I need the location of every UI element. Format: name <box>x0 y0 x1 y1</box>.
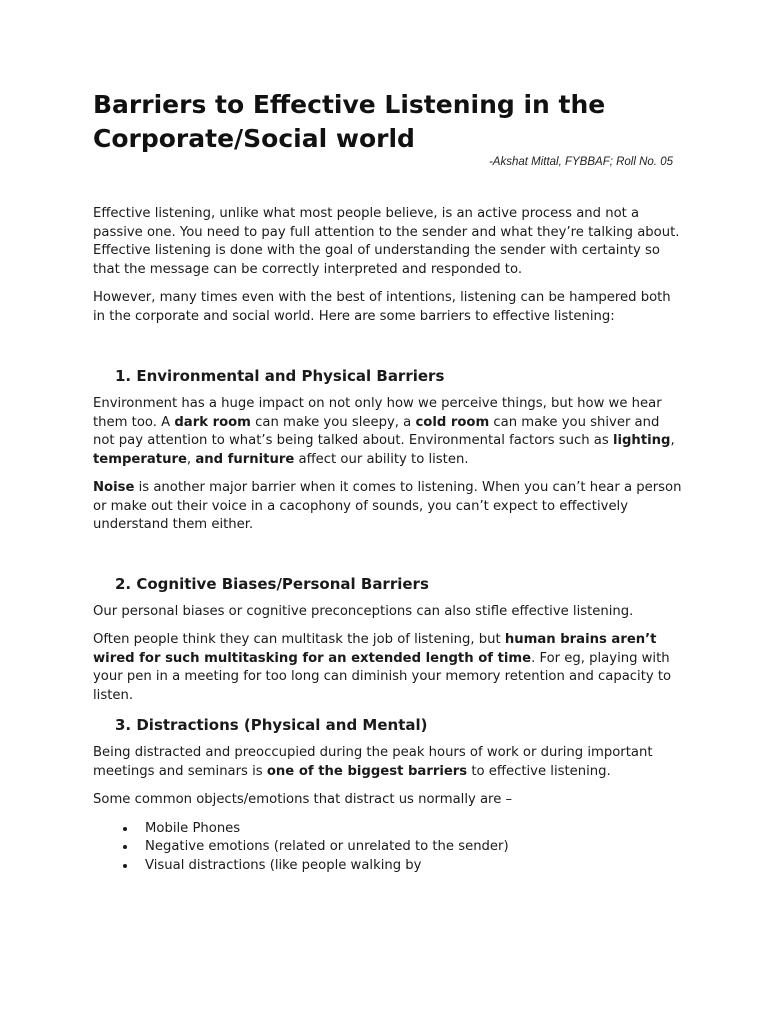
section-2-paragraph-2: Often people think they can multitask the job of listening, but human brains aren’t wired for such multitasking for an extended length of time. For eg, playing with your pen in a meeting for too long can diminish your memory retention and capacity to listen. <box>93 632 672 703</box>
bold-human-brains: human brains aren’t wired for such multitasking for an extended length of time <box>93 632 657 666</box>
document-body <box>93 205 683 875</box>
bold-temperature: temperature <box>93 451 187 467</box>
bold-noise: Noise <box>93 480 135 495</box>
distractions-list <box>93 820 683 876</box>
section-1-heading: 1. Environmental and Physical Barriers <box>115 367 445 385</box>
section-2-heading: 2. Cognitive Biases/Personal Barriers <box>115 574 429 593</box>
page-title: Barriers to Effective Listening in the Corporate/Social world <box>93 90 606 153</box>
list-item: • Visual distractions (like people walking by <box>137 857 683 876</box>
bold-lighting: lighting <box>612 433 671 448</box>
section-3-paragraph-1: Being distracted and preoccupied during the peak hours of work or during important meetings and seminars is one of the biggest barriers to effective listening. <box>93 745 653 779</box>
bold-biggest-barriers: one of the biggest barriers <box>266 763 468 779</box>
section-1-paragraph-2: Noise is another major barrier when it comes to listening. When you can’t hear a person or make out their voice in a cacophony of sounds, you can’t expect to effectively understand them either. <box>93 480 682 532</box>
section-2-paragraph-1: Our personal biases or cognitive preconceptions can also stifle effective listening. <box>93 603 634 619</box>
list-item: • Negative emotions (related or unrelated to the sender) <box>137 838 683 857</box>
intro-paragraph-1: Effective listening, unlike what most people believe, is an active process and not a passive one. You need to pay full attention to the sender and what they’re talking about. Effective listening is done with the goal of understanding the sender with certainty so that the message can be correctly interpreted and responded to. <box>93 206 680 277</box>
section-3-heading: 3. Distractions (Physical and Mental) <box>115 716 428 734</box>
author-byline: -Akshat Mittal, FYBBAF; Roll No. 05 <box>488 156 673 168</box>
intro-paragraph-2: However, many times even with the best of intentions, listening can be hampered both in the corporate and social world. Here are some barriers to effective listening: <box>93 290 671 324</box>
bold-dark-room: dark room <box>174 414 251 430</box>
section-1-paragraph-1: Environment has a huge impact on not only how we perceive things, but how we hear them too. A dark room can make you sleepy, a cold room can make you shiver and not pay attention to what’s being talked about. Environmental factors such as lighting, temperature, and furniture affect our ability to listen. <box>93 396 675 467</box>
list-item: • Mobile Phones <box>137 820 683 839</box>
bold-furniture: and furniture <box>195 451 295 467</box>
section-3-paragraph-2: Some common objects/emotions that distract us normally are – <box>93 792 513 807</box>
bold-cold-room: cold room <box>415 414 490 430</box>
